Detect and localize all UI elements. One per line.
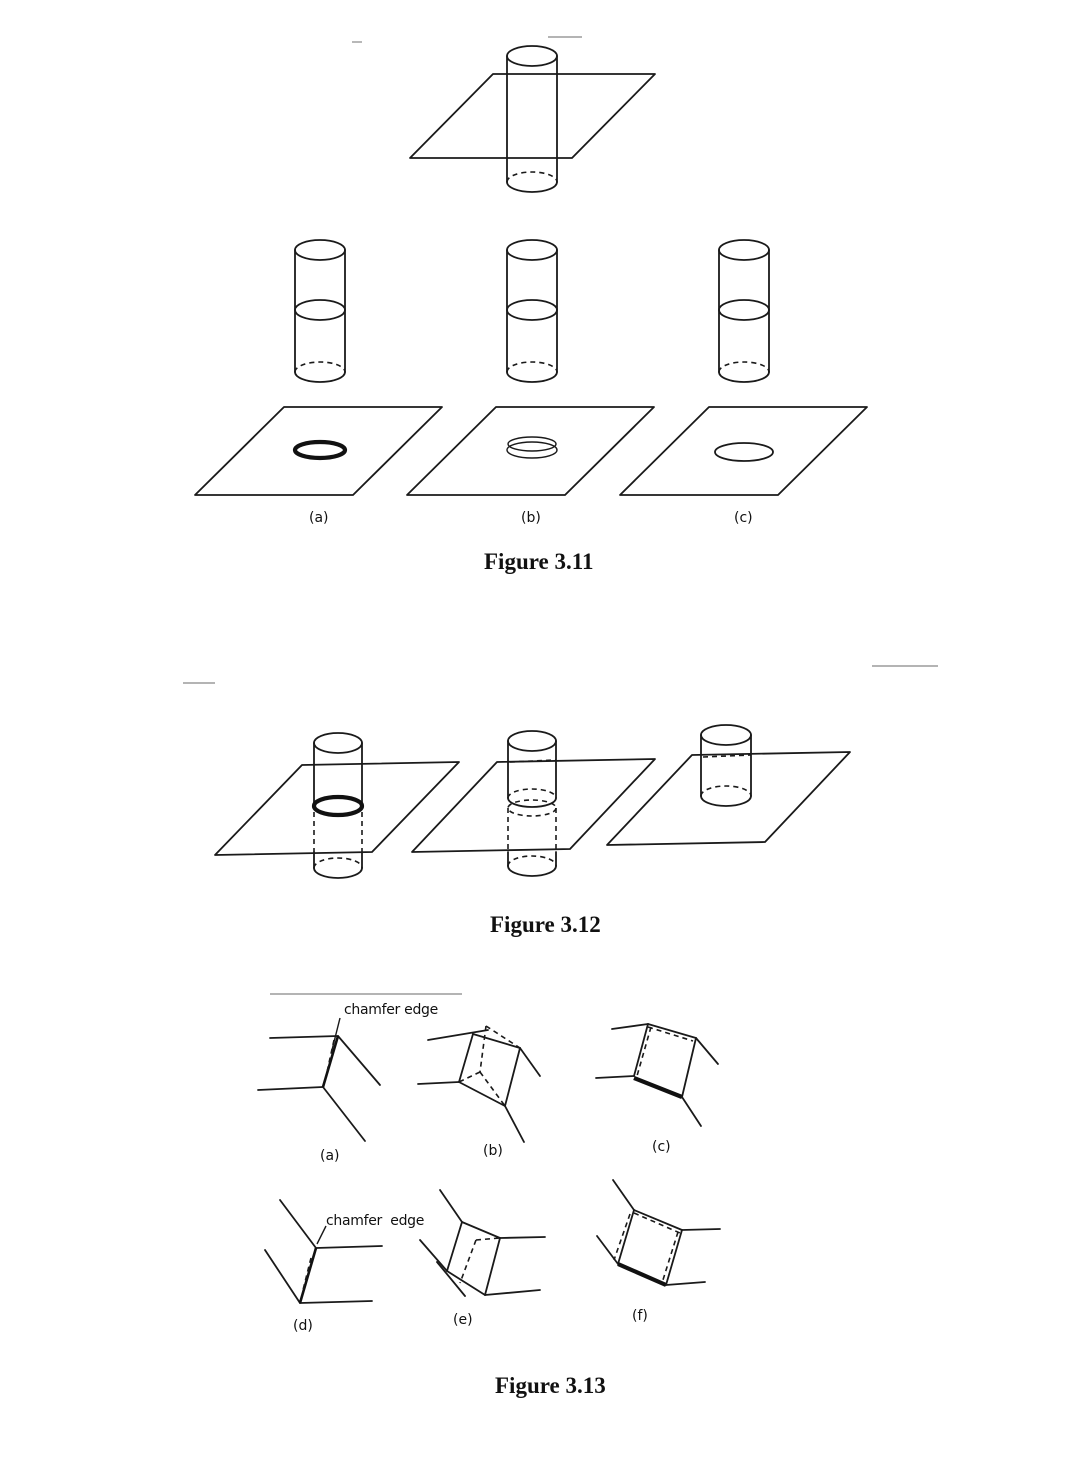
fig313-e xyxy=(420,1190,545,1296)
fig312-left xyxy=(215,733,459,878)
fig312-right xyxy=(607,725,850,845)
fig311-label-a: (a) xyxy=(309,510,329,526)
fig313-label-b: (b) xyxy=(483,1143,503,1159)
fig313-label-a: (a) xyxy=(320,1148,340,1164)
fig311-b xyxy=(407,240,654,495)
fig311-top-plane-cylinder xyxy=(410,46,655,192)
fig313-f xyxy=(597,1180,720,1285)
fig313-caption: Figure 3.13 xyxy=(495,1373,606,1398)
scan-artifacts xyxy=(183,37,938,994)
fig311-a xyxy=(195,240,442,495)
fig313-annotation-chamfer-edge-bottom: chamfer edge xyxy=(326,1213,425,1229)
fig313-c xyxy=(596,1024,718,1126)
fig312-middle xyxy=(412,731,655,876)
fig313-label-e: (e) xyxy=(453,1312,473,1328)
fig313-annotation-chamfer-edge-top: chamfer edge xyxy=(344,1002,438,1018)
fig311-label-c: (c) xyxy=(734,510,753,526)
fig312-caption: Figure 3.12 xyxy=(490,912,601,937)
fig313-b xyxy=(418,1026,540,1142)
fig311-caption: Figure 3.11 xyxy=(484,549,594,574)
fig313-label-c: (c) xyxy=(652,1139,671,1155)
fig311-c xyxy=(620,240,867,495)
fig313-label-f: (f) xyxy=(632,1308,648,1324)
fig313-label-d: (d) xyxy=(293,1318,313,1334)
fig311-label-b: (b) xyxy=(521,510,541,526)
fig313-a xyxy=(258,1018,380,1141)
